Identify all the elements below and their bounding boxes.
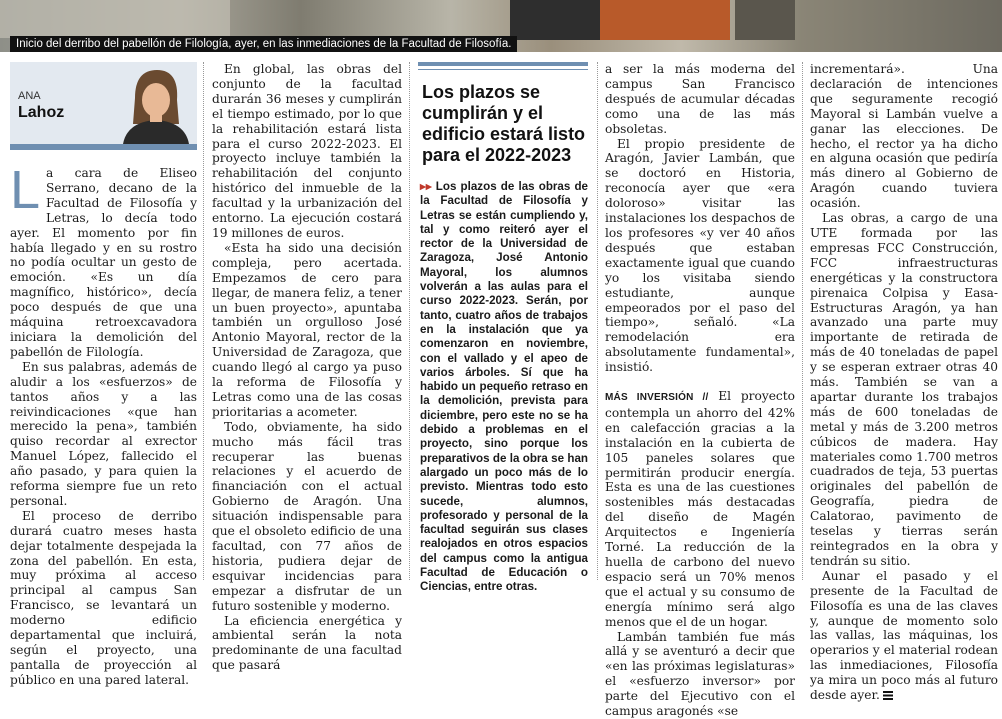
paragraph [605, 389, 795, 630]
paragraph: Lambán también fue más allá y se aventuró a decir que «en las próximas legislaturas» el «esfuerzo inversor» por parte del Ejecutivo con el campus aragonés «se [605, 629, 795, 719]
summary-lead [420, 180, 588, 595]
paragraph: Todo, obviamente, ha sido mucho más fácil tras recuperar las buenas relaciones y el acuerdo de financiación con el actual Gobierno de Aragón. Una situación indispensable para que el obsoleto edificio de una facultad, con 77 años de historia, pudiera dejar de esquivar incidencias para empezar a disfrutar de un futuro sostenible y moderno. [212, 419, 402, 613]
summary-lead-text: Los plazos de las obras de la Facultad de Filosofía y Letras se están cumpliendo y, tal y como reiteró ayer el rector de la Universidad de Zaragoza, José Antonio Mayoral, los alumnos volverán a las aulas para el curso 2022-2023. Serán, por tanto, cuatro años de trabajos en la instalación que ya comenzaron en noviembre, con el vallado y el apeo de varios árboles. Sí que ha habido un pequeño retraso en la demolición, prevista para diciembre, pero este no se ha debido a problemas en el proyecto, sino porque los preparativos de la obra se han alargado un poco más de lo previsto. Mientras todo esto sucede, alumnos, profesorado y personal de la facultad seguirán sus clases realojados en otros espacios del campus como la antigua Facultad de Educación o Ciencias, entre otras. [420, 180, 588, 594]
photo-caption: Inicio del derribo del pabellón de Filología, ayer, en las inmediaciones de la Facultad de Filosofía. [10, 36, 517, 52]
author-box [10, 62, 197, 144]
photo-excavator-body [600, 0, 730, 40]
paragraph: a ser la más moderna del campus San Francisco después de acumular décadas como una de las más obsoletas. [605, 62, 795, 136]
author-first-name: ANA [18, 90, 41, 102]
paragraph: a cara de Eliseo Serrano, decano de la Facultad de Filosofía y Letras, lo decía todo ayer. El momento por fin había llegado y en su rostro no podía ocultar un gesto de emoción. «Es un día magnífico, histórico», decía poco después de que una máquina retroexcavadora iniciara la demolición del pabellón de Filología. [10, 166, 197, 359]
paragraph-text: Aunar el pasado y el presente de la Facultad de Filosofía es una de las claves y, aunque de momento solo las vallas, las máquinas, los operarios y el material rodean las inmediaciones, Filosofía ya mira un poco más al futuro desde ayer. [810, 568, 998, 703]
photo-rubble [735, 0, 795, 40]
author-portrait [117, 64, 193, 144]
column-divider [802, 62, 804, 580]
column-1 [10, 160, 197, 688]
paragraph: «Esta ha sido una decisión compleja, pero acertada. Empezamos de cero para llegar, de manera feliz, a tener un buen proyecto», apuntaba también un orgulloso José Antonio Mayoral, rector de la Universidad de Zaragoza, que cuando llegó al cargo ya puso la reforma de Filosofía y Letras como una de las cosas prioritarias a acometer. [212, 240, 402, 419]
section-kicker: MÁS INVERSIÓN // [605, 392, 709, 404]
summary-headline: Los plazos se cumplirán y el edificio estará listo para el 2022-2023 [422, 82, 586, 165]
summary-top-bar [418, 62, 588, 66]
photo-sky [0, 0, 230, 38]
column-4 [605, 62, 795, 719]
arrow-icon: ▸▸ [420, 180, 432, 193]
column-2 [212, 62, 402, 673]
author-accent-bar [10, 144, 197, 150]
paragraph [810, 569, 998, 703]
paragraph: En global, las obras del conjunto de la facultad durarán 36 meses y cumplirán el tiempo estimado, por lo que la rehabilitación estará lista para el curso 2022-2023. El proyecto incluye también la rehabilitación del conjunto histórico del inmueble de la facultad y la urbanización del entorno. La ejecución costará 19 millones de euros. [212, 62, 402, 240]
paragraph: El proceso de derribo durará cuatro meses hasta dejar totalmente despejada la zona del pabellón. En esta, muy próxima al acceso principal al campus San Francisco, se levantará un moderno edificio departamental que incluirá, según el proyecto, una pantalla de proyección al público en una pared lateral. [10, 508, 197, 687]
paragraph: La eficiencia energética y ambiental serán la nota predominante de una facultad que pasará [212, 613, 402, 673]
column-divider [203, 62, 205, 580]
column-divider [409, 62, 411, 580]
photo-excavator-cab [510, 0, 600, 40]
end-of-article-icon [883, 691, 893, 700]
summary-box [418, 62, 588, 595]
column-5 [810, 62, 998, 703]
paragraph: incrementará». Una declaración de intenciones que seguramente recogió Mayoral si Lambán vuelve a ganar las elecciones. De hecho, el rector ya ha dicho en alguna ocasión que pediría más dinero al Gobierno de Aragón cuando tuviera ocasión. [810, 62, 998, 211]
paragraph: En sus palabras, además de aludir a los «esfuerzos» de tantos años y a las reivindicaciones «que han merecido la pena», también quiso recordar al exrector Manuel López, fallecido el año pasado, y para quien la reforma siempre fue un reto personal. [10, 359, 197, 508]
drop-cap: L [10, 160, 41, 220]
column-divider [597, 62, 599, 580]
paragraph-text: El proyecto contempla un ahorro del 42% en calefacción gracias a la instalación en la cubierta de 105 paneles solares que permitirán producir energía. Esta es una de las cuestiones sostenibles más destacadas del diseño de Magén Arquitectos e Ingeniería Torné. La reducción de la huella de carbono del nuevo espacio será un 70% menos que el actual y su consumo de energía mínimo será algo menos que el de un hogar. [605, 389, 795, 629]
paragraph: El propio presidente de Aragón, Javier Lambán, que se doctoró en Historia, reconocía ayer que «era doloroso» visitar las instalaciones los despachos de los profesores «y ver 40 años después que estaban exactamente igual que cuando yo los visitaba siendo estudiante, aunque empeorados por el paso del tiempo», señaló. «La remodelación era absolutamente fundamental», insistió. [605, 136, 795, 375]
summary-top-rule [418, 69, 588, 70]
paragraph: Las obras, a cargo de una UTE formada por las empresas FCC Construcción, FCC infraestructuras energéticas y la constructora pirenaica Colpisa y Easa-Estructuras Aragón, ya han avanzado una parte muy importante de retirada de más de 40 toneladas de papel y se esperan extraer otras 40 más. También se van a apartar durante los trabajos más de 600 toneladas de metal y más de 3.200 metros cúbicos de madera. Hay materiales como 1.700 metros cuadrados de teja, 53 puertas originales del pabellón de Geografía, piedra de Calatorao, pavimento de teselas y tierras serán reintegrados en la obra y tendrán su sitio. [810, 211, 998, 568]
author-last-name: Lahoz [18, 104, 65, 121]
